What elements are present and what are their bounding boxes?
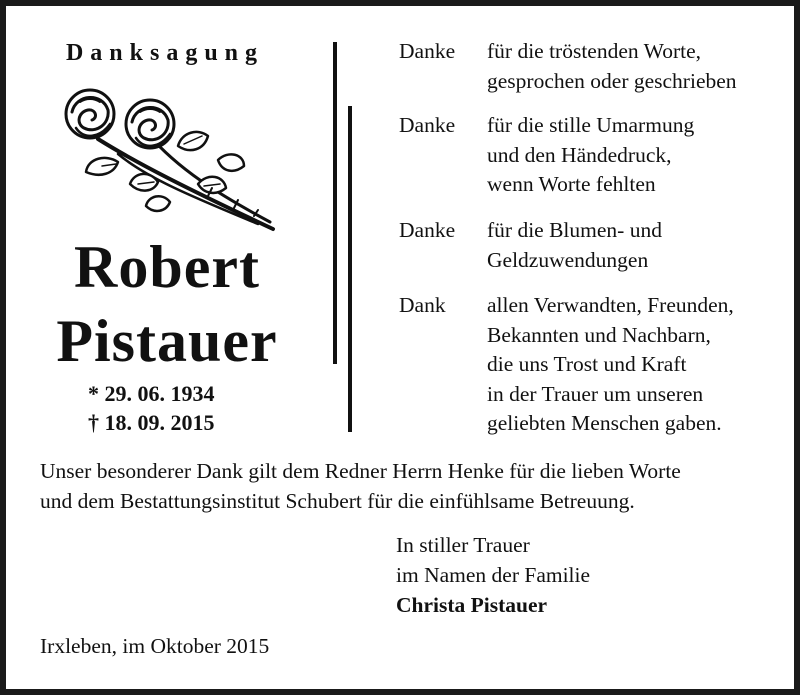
closing-line: im Namen der Familie: [396, 563, 591, 587]
special-thanks: [40, 456, 780, 516]
special-thanks-line: und dem Bestattungsinstitut Schubert für die einfühlsame Betreuung.: [40, 489, 635, 513]
thanks-keyword: Danke: [399, 39, 456, 63]
thanks-line: für die stille Umarmung: [487, 113, 695, 137]
thanks-line: gesprochen oder geschrieben: [487, 68, 737, 93]
thanks-block: [399, 111, 779, 200]
thanks-line: allen Verwandten, Freunden,: [487, 293, 734, 317]
closing-line: In stiller Trauer: [396, 533, 530, 557]
signer-name: Christa Pistauer: [396, 593, 548, 617]
roses-illustration-icon: [58, 84, 283, 234]
heading: Danksagung: [65, 40, 265, 66]
thanks-keyword: Dank: [399, 293, 446, 317]
thanks-line: Bekannten und Nachbarn,: [487, 322, 711, 347]
thanks-line: die uns Trost und Kraft: [487, 352, 687, 376]
thanks-keyword: Danke: [399, 218, 456, 242]
thanks-block: [399, 291, 779, 439]
thanks-block: [399, 37, 779, 96]
thanks-line: für die Blumen- und: [487, 218, 662, 242]
thanks-line: geliebten Menschen gaben.: [487, 411, 722, 435]
thanks-line: wenn Worte fehlten: [487, 172, 656, 196]
death-date: † 18. 09. 2015: [88, 410, 215, 435]
deceased-first-name: Robert: [74, 234, 260, 300]
closing-block: [396, 530, 590, 620]
thanks-line: Geldzuwendungen: [487, 247, 649, 272]
deceased-last-name: Pistauer: [56, 308, 278, 374]
place-and-date: Irxleben, im Oktober 2015: [40, 634, 270, 658]
thanks-block: [399, 216, 779, 275]
thanks-line: in der Trauer um unseren: [487, 381, 704, 406]
thanks-line: und den Händedruck,: [487, 142, 672, 167]
thanks-keyword: Danke: [399, 113, 456, 137]
divider-line-right: [348, 106, 352, 432]
birth-date: * 29. 06. 1934: [88, 381, 215, 406]
thanks-line: für die tröstenden Worte,: [487, 39, 702, 63]
divider-line-left: [333, 42, 337, 364]
special-thanks-line: Unser besonderer Dank gilt dem Redner Herrn Henke für die lieben Worte: [40, 459, 681, 483]
